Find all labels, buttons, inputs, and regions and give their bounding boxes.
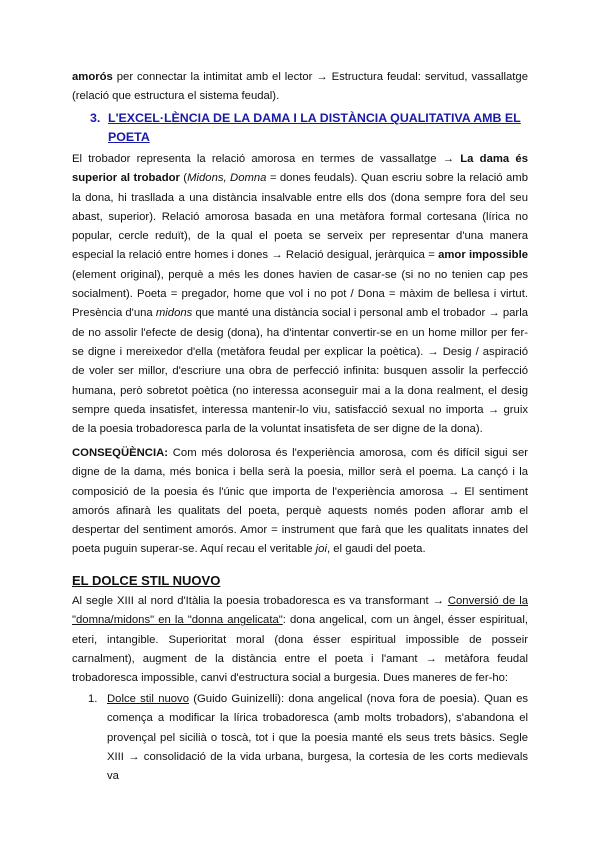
section-title: EL DOLCE STIL NUOVO — [72, 573, 221, 588]
paragraph-dolce — [72, 592, 528, 688]
p2-text: , el gaudi del poeta. — [326, 543, 426, 556]
p1-text: que manté una distància social i personal amb el trobador → parla de no assolir l'efecte de desig (dona), ha d'intentar convertir-se en un home millor per fer-se digne i mereixedor d'ella (metàfora feudal per explicar la poètica). → Desig / aspiració de voler ser millor, d'escriure una obra de perfecció infinita: busquen assolir la perfecció humana, però sobretot poètica (no interessa aconseguir mai a la dona realment, el desig sempre queda insatisfet, interessa mantenir-lo viu, satisfacció sexual no importa → gruix de la poesia trobadoresca parla de la voluntat insatisfeta de ser digne de la dona). — [72, 307, 528, 436]
list-item — [107, 690, 528, 786]
intro-bold: amorós — [72, 71, 113, 83]
p2-bold: CONSEQÜÈNCIA: — [72, 447, 169, 459]
p1-text: (element original), perquè a més les dones havien de casar-se (si no no tenien cap pes socialment). Poeta = pregador, home que vol i no pot / Dona = màxim de bellesa i virtut. Presència d'una — [72, 268, 528, 320]
intro-text: per connectar la intimitat amb el lector → Estructura feudal: servitud, vassallatge (relació que estructura el sistema feudal). — [72, 71, 528, 103]
p2-text: Com més dolorosa és l'experiència amorosa, com és difícil sigui ser digne de la dama, més bonica i bella serà la poesia, millor serà el poema. La cançó i la composició de la poesia és l'únic que importa de l'experiència amorosa → El sentiment amorós afinarà les qualitats del poeta, perquè aquests només poden aflorar amb el despertar del sentiment amorós. Amor = instrument que farà que les qualitats innates del poeta puguin superar-se. Aquí recau el veritable — [72, 447, 528, 556]
p1-text: El trobador representa la relació amorosa en termes de vassallatge → — [72, 153, 461, 165]
p3-text: : dona angelical, com un àngel, ésser espiritual, eteri, intangible. Superioritat moral (dona ésser espiritual impossible de posseir carnalment), augment de la distància entre el poeta i l'amant → metàfora feudal trobadoresca impossible, canvi d'estructura social a burgesia. Dues maneres de fer-ho: — [72, 614, 528, 685]
heading-line-2: POETA — [108, 130, 150, 144]
p1-text: ( — [179, 172, 188, 185]
heading-number: 3. — [90, 111, 101, 125]
list-item-text: (Guido Guinizelli): dona angelical (nova fora de poesia). Quan es comença a modificar la lírica trobadoresca (amb molts trobadors), s'abandona el provençal pel sicilià o toscà, tot i que la poesia manté els seus trets bàsics. Segle XIII → consolidació de la vida urbana, burgesa, la cortesia de les corts medievals va — [107, 693, 528, 783]
paragraph-trobador — [72, 150, 528, 439]
p3-text: Al segle XIII al nord d'Itàlia la poesia trobadoresca es va transformant → — [72, 595, 448, 607]
p1-text: = dones feudals). Quan escriu sobre la relació amb la dona, hi trasllada a una distància insalvable entre ells dos (dona sempre fora del seu abast, superior). Relació amorosa basada en una metàfora formal cortesana (lírica no popular, cercle reduït), de la qual el poeta se serveix per representar d'una manera especial la relació entre homes i dones → Relació desigual, jeràrquica = — [72, 172, 528, 262]
p1-italic: Midons, Domna — [187, 172, 267, 185]
p2-italic: joi — [315, 543, 327, 556]
p3-underline: Conversió de la "domna/midons" en la "donna angelicata" — [72, 595, 528, 627]
p1-italic: midons — [155, 307, 193, 320]
heading-line-1: L'EXCEL·LÈNCIA DE LA DAMA I LA DISTÀNCIA QUALITATIVA AMB EL — [108, 111, 521, 125]
p1-bold: amor impossible — [438, 249, 528, 262]
paragraph-consequencia — [72, 444, 528, 560]
p1-bold: La dama és superior al trobador — [72, 153, 528, 185]
intro-paragraph — [72, 68, 528, 107]
list-item-number: 1. — [88, 693, 98, 705]
heading-3 — [90, 109, 530, 147]
list-item-underline: Dolce stil nuovo — [107, 693, 189, 705]
